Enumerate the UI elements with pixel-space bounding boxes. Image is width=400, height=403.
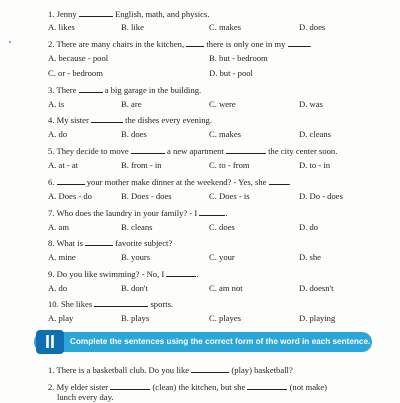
option-c: C. or - bedroom bbox=[48, 68, 103, 78]
option-a: A. Does - do bbox=[48, 191, 92, 201]
option-d: D. to - in bbox=[299, 160, 331, 170]
section-2-instruction: Complete the sentences using the correct form of the word in each sentence. bbox=[70, 337, 371, 346]
option-c: C. were bbox=[209, 99, 236, 109]
question-9: 9. Do you like swimming? - No, I . bbox=[48, 269, 199, 279]
option-a: A. at - at bbox=[48, 160, 79, 170]
option-d: D. playing bbox=[299, 313, 336, 323]
section-2-banner bbox=[34, 332, 372, 352]
answer-blank bbox=[85, 237, 113, 246]
answer-blank bbox=[79, 84, 103, 93]
answer-blank bbox=[191, 364, 229, 373]
answer-blank bbox=[131, 145, 165, 154]
option-b: B. but - bedroom bbox=[209, 53, 268, 63]
option-b: B. cleans bbox=[121, 222, 153, 232]
option-a: A. am bbox=[48, 222, 70, 232]
answer-blank bbox=[57, 176, 85, 185]
option-a: A. do bbox=[48, 283, 68, 293]
option-b: B. Does - does bbox=[121, 191, 172, 201]
section-2-item-1: 1. There is a basketball club. Do you like (play) basketball? bbox=[48, 365, 293, 375]
option-d: D. does bbox=[299, 22, 326, 32]
option-b: B. yours bbox=[121, 252, 151, 262]
question-5: 5. They decide to move a new apartment the city center soon. bbox=[48, 146, 338, 156]
answer-blank bbox=[199, 207, 225, 216]
question-1: 1. Jenny English, math, and physics. bbox=[48, 9, 210, 19]
answer-blank bbox=[269, 176, 289, 185]
question-6: 6. your mother make dinner at the weekend? - Yes, she . bbox=[48, 177, 291, 187]
option-b: B. like bbox=[121, 22, 144, 32]
option-c: C. makes bbox=[209, 22, 241, 32]
question-3-options bbox=[48, 99, 388, 110]
answer-blank bbox=[110, 381, 150, 390]
question-6-options bbox=[48, 191, 388, 202]
question-7-options bbox=[48, 222, 388, 233]
option-c: C. playes bbox=[209, 313, 241, 323]
option-d: D. doesn't bbox=[299, 283, 334, 293]
option-b: B. does bbox=[121, 129, 147, 139]
question-8-options bbox=[48, 252, 388, 263]
option-c: C. Does - is bbox=[209, 191, 250, 201]
option-a: A. play bbox=[48, 313, 74, 323]
option-a: A. do bbox=[48, 129, 68, 139]
section-2-item-2: 2. My elder sister (clean) the kitchen, but she (not make) bbox=[48, 382, 328, 392]
option-a: A. mine bbox=[48, 252, 76, 262]
answer-blank bbox=[186, 38, 204, 47]
question-7: 7. Who does the laundry in your family? - I . bbox=[48, 208, 228, 218]
option-b: B. from - in bbox=[121, 160, 162, 170]
option-d: D. but - pool bbox=[209, 68, 253, 78]
answer-blank bbox=[91, 114, 123, 123]
section-2-item-2-continued: lunch every day. bbox=[57, 392, 114, 402]
question-1-options bbox=[48, 22, 388, 33]
option-b: B. are bbox=[121, 99, 142, 109]
option-d: D. was bbox=[299, 99, 323, 109]
question-10: 10. She likes sports. bbox=[48, 299, 174, 309]
option-d: D. Do - does bbox=[299, 191, 343, 201]
option-c: C. makes bbox=[209, 129, 241, 139]
option-d: D. cleans bbox=[299, 129, 331, 139]
answer-blank bbox=[288, 38, 310, 47]
option-d: D. she bbox=[299, 252, 321, 262]
question-9-options bbox=[48, 283, 388, 294]
answer-blank bbox=[226, 145, 266, 154]
option-c: C. does bbox=[209, 222, 235, 232]
option-b: B. plays bbox=[121, 313, 150, 323]
question-8: 8. What is favorite subject? bbox=[48, 238, 173, 248]
option-a: A. is bbox=[48, 99, 65, 109]
margin-mark bbox=[9, 41, 11, 43]
option-c: C. your bbox=[209, 252, 235, 262]
option-c: C. to - from bbox=[209, 160, 250, 170]
question-3: 3. There a big garage in the building. bbox=[48, 85, 202, 95]
answer-blank bbox=[166, 268, 196, 277]
answer-blank bbox=[247, 381, 287, 390]
question-2: 2. There are many chairs in the kitchen, there is only one in my . bbox=[48, 39, 312, 49]
question-4-options bbox=[48, 129, 388, 140]
question-5-options bbox=[48, 160, 388, 171]
option-d: D. do bbox=[299, 222, 319, 232]
answer-blank bbox=[79, 8, 113, 17]
option-b: B. don't bbox=[121, 283, 148, 293]
option-a: A. likes bbox=[48, 22, 75, 32]
question-2-options bbox=[48, 53, 388, 64]
option-c: C. am not bbox=[209, 283, 243, 293]
answer-blank bbox=[94, 298, 148, 307]
question-10-options bbox=[48, 313, 388, 324]
question-4: 4. My sister the dishes every evening. bbox=[48, 115, 212, 125]
section-numeral-badge: II bbox=[36, 330, 64, 354]
option-a: A. because - pool bbox=[48, 53, 109, 63]
question-2-options-row2 bbox=[48, 68, 388, 79]
